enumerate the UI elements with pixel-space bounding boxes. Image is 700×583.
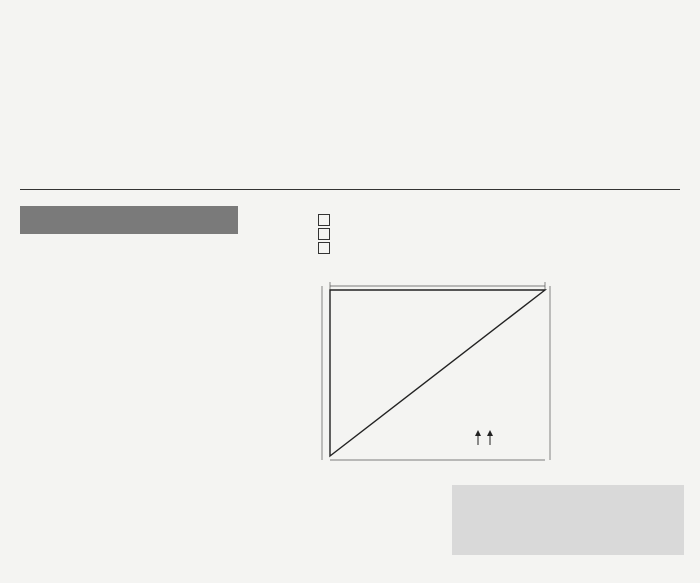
advice-box (452, 485, 684, 555)
legend-symbol-v (318, 242, 330, 254)
legend-symbol-t (318, 228, 330, 240)
model-title-banner (20, 206, 238, 234)
repeat-arrows (475, 430, 493, 445)
half-shawl-triangle (330, 290, 545, 456)
legend-item-knit (308, 213, 688, 226)
shawl-diagram (300, 270, 560, 470)
legend-item-deep-stitch (308, 227, 688, 240)
advice-text (452, 489, 684, 495)
legend-symbol-empty (318, 214, 330, 226)
legend (308, 212, 688, 254)
legend-item-crossed (308, 241, 688, 254)
section-divider (20, 189, 680, 190)
